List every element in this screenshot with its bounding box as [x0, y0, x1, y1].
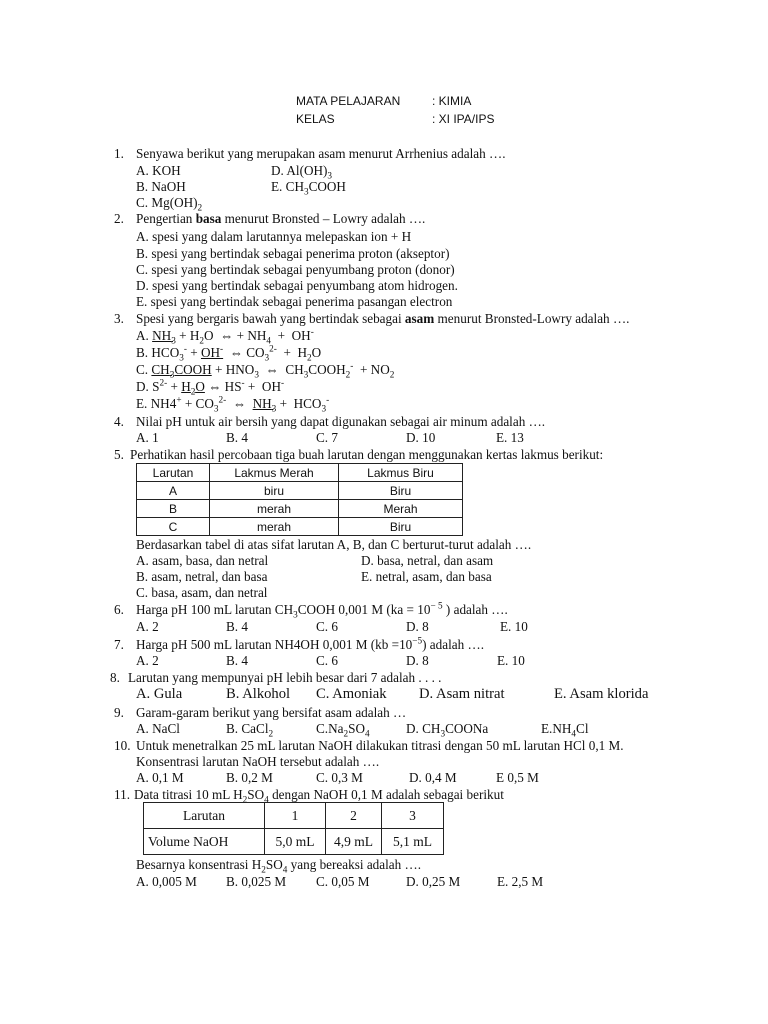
option-e: E. 2,5 M: [497, 874, 544, 889]
option-d: D. 0,4 M: [409, 770, 457, 785]
question-number: 7.: [114, 637, 124, 652]
question-number: 4.: [114, 414, 124, 429]
table-cell: biru: [210, 482, 339, 500]
table-header-row: [144, 803, 444, 829]
table-cell: 5,1 mL: [382, 829, 444, 855]
option-a: A. $NH_3 + H_2O$ ⇔ + $NH_4 + OH^-$: [136, 326, 314, 346]
table-row: [144, 829, 444, 855]
subject-value: : KIMIA: [432, 94, 472, 108]
header-cell: 2: [326, 803, 382, 829]
option-c: C. 0,05 M: [316, 874, 370, 889]
option-d: D. 0,25 M: [406, 874, 461, 889]
option-e: E. spesi yang bertindak sebagai penerima pasangan electron: [136, 294, 453, 309]
table-cell: B: [137, 500, 210, 518]
option-e: E. $CH_3COOH$: [271, 179, 346, 197]
option-b: B. spesi yang bertindak sebagai penerima proton (akseptor): [136, 246, 450, 261]
option-c: C. spesi yang bertindak sebagai penyumbang proton (donor): [136, 262, 455, 277]
option-a: A. spesi yang dalam larutannya melepaskan ion + H: [136, 229, 412, 244]
question-number: 2.: [114, 211, 124, 226]
question-text: Senyawa berikut yang merupakan asam menurut Arrhenius adalah ….: [136, 146, 506, 161]
option-c: C. 6: [316, 653, 338, 668]
question-number: 5.: [114, 447, 124, 462]
option-d: D. $Al(OH)_3$: [271, 163, 333, 181]
class-value: : XI IPA/IPS: [432, 112, 495, 126]
header-cell: Larutan: [137, 464, 210, 482]
option-a: A. 0,005 M: [136, 874, 197, 889]
question-followup: Besarnya konsentrasi $H_2SO_4$ yang bereaksi adalah ….: [136, 857, 422, 875]
option-c: C. $CH_3COOH + HNO_3$ ⇔ $CH_3COOH_2^- + NO_2$: [136, 360, 395, 380]
option-c: C. Amoniak: [316, 686, 387, 702]
option-d: D. $S^{2-} + H_2O$ ⇔ HS- + OH-: [136, 377, 285, 397]
option-e: E. netral, asam, dan basa: [361, 569, 492, 584]
option-a: A. asam, basa, dan netral: [136, 553, 269, 568]
question-text: Untuk menetralkan 25 mL larutan NaOH dilakukan titrasi dengan 50 mL larutan HCl 0,1 M.: [136, 738, 624, 753]
option-c: $C.Na_2SO_4$: [316, 721, 370, 739]
option-e: E. 10: [500, 619, 528, 634]
question-number: 1.: [114, 146, 124, 161]
option-e: $E.NH_4Cl$: [541, 721, 589, 739]
option-e: E. Asam klorida: [554, 686, 649, 702]
question-number: 6.: [114, 602, 124, 617]
option-c: C. $Mg(OH)_2$: [136, 195, 203, 213]
question-number: 3.: [114, 311, 124, 326]
option-d: D. 10: [406, 430, 436, 445]
question-text: Pengertian basa menurut Bronsted – Lowry adalah ….: [136, 211, 426, 226]
table-row: [137, 518, 463, 536]
option-c: C. basa, asam, dan netral: [136, 585, 268, 600]
option-e: E. $NH4^+ + CO_3^{2-}$ ⇔ $NH_3 + HCO_3^-$: [136, 394, 330, 414]
option-e: E 0,5 M: [496, 770, 539, 785]
question-text: Data titrasi 10 mL $H_2SO_4$ dengan NaOH 0,1 M adalah sebagai berikut: [134, 787, 504, 805]
header-cell: Lakmus Merah: [210, 464, 339, 482]
question-number: 11.: [114, 787, 130, 802]
question-text-continued: Konsentrasi larutan NaOH tersebut adalah ….: [136, 754, 380, 769]
class-label: KELAS: [296, 112, 335, 126]
option-d: D. Asam nitrat: [419, 686, 505, 702]
option-b: B. 4: [226, 430, 248, 445]
subject-label: MATA PELAJARAN: [296, 94, 401, 108]
table-cell: Volume NaOH: [144, 829, 265, 855]
option-d: D. 8: [406, 653, 429, 668]
header-cell: 1: [265, 803, 326, 829]
question-text: Garam-garam berikut yang bersifat asam adalah …: [136, 705, 407, 720]
header-cell: Lakmus Biru: [339, 464, 463, 482]
option-d: D. 8: [406, 619, 429, 634]
table-cell: 4,9 mL: [326, 829, 382, 855]
option-a: A. 0,1 M: [136, 770, 184, 785]
question-followup: Berdasarkan tabel di atas sifat larutan A, B, dan C berturut-turut adalah ….: [136, 537, 532, 552]
option-c: C. 0,3 M: [316, 770, 363, 785]
question-text: Nilai pH untuk air bersih yang dapat digunakan sebagai air minum adalah ….: [136, 414, 546, 429]
question-number: 8.: [110, 670, 120, 685]
option-e: E. 13: [496, 430, 524, 445]
option-a: A. 2: [136, 619, 159, 634]
table-cell: Merah: [339, 500, 463, 518]
header-cell: Larutan: [144, 803, 265, 829]
table-cell: A: [137, 482, 210, 500]
option-b: B. 0,2 M: [226, 770, 273, 785]
table-cell: Biru: [339, 482, 463, 500]
option-d: D. $CH_3COONa$: [406, 721, 489, 739]
header-cell: 3: [382, 803, 444, 829]
option-b: B. 0,025 M: [226, 874, 287, 889]
question-text: Spesi yang bergaris bawah yang bertindak sebagai asam menurut Bronsted-Lowry adalah ….: [136, 311, 630, 326]
litmus-table: [136, 463, 463, 536]
option-a: A. NaCl: [136, 721, 180, 736]
question-number: 9.: [114, 705, 124, 720]
option-b: B. asam, netral, dan basa: [136, 569, 268, 584]
question-text: Harga pH 100 mL larutan $CH_3COOH$ 0,001 M ($ka = 10^{- 5}$ ) adalah ….: [136, 600, 508, 620]
option-b: B. 4: [226, 653, 248, 668]
option-a: A. KOH: [136, 163, 181, 178]
table-cell: merah: [210, 518, 339, 536]
option-c: C. 6: [316, 619, 338, 634]
option-b: B. 4: [226, 619, 248, 634]
table-cell: merah: [210, 500, 339, 518]
option-a: A. 2: [136, 653, 159, 668]
table-row: [137, 500, 463, 518]
titration-table: [143, 802, 444, 855]
option-b: B. $HCO_3^- + OH^-$ ⇔ $CO_3^{2-} + H_2O$: [136, 343, 322, 363]
option-a: A. 1: [136, 430, 159, 445]
question-text: Harga pH 500 mL larutan NH4OH 0,001 M $(kb =10^{-5})$ adalah ….: [136, 635, 484, 652]
option-a: A. Gula: [136, 686, 183, 702]
option-d: D. basa, netral, dan asam: [361, 553, 494, 568]
table-cell: 5,0 mL: [265, 829, 326, 855]
option-b: B. NaOH: [136, 179, 186, 194]
table-row: [137, 482, 463, 500]
table-header-row: [137, 464, 463, 482]
option-d: D. spesi yang bertindak sebagai penyumbang atom hidrogen.: [136, 278, 458, 293]
table-cell: Biru: [339, 518, 463, 536]
question-text: Perhatikan hasil percobaan tiga buah larutan dengan menggunakan kertas lakmus berikut:: [130, 447, 604, 462]
question-number: 10.: [114, 738, 131, 753]
option-c: C. 7: [316, 430, 338, 445]
option-b: B. Alkohol: [226, 686, 291, 702]
question-text: Larutan yang mempunyai pH lebih besar dari 7 adalah . . . .: [128, 670, 442, 685]
option-b: B. CaCl$_2$: [226, 721, 274, 739]
table-cell: C: [137, 518, 210, 536]
option-e: E. 10: [497, 653, 525, 668]
